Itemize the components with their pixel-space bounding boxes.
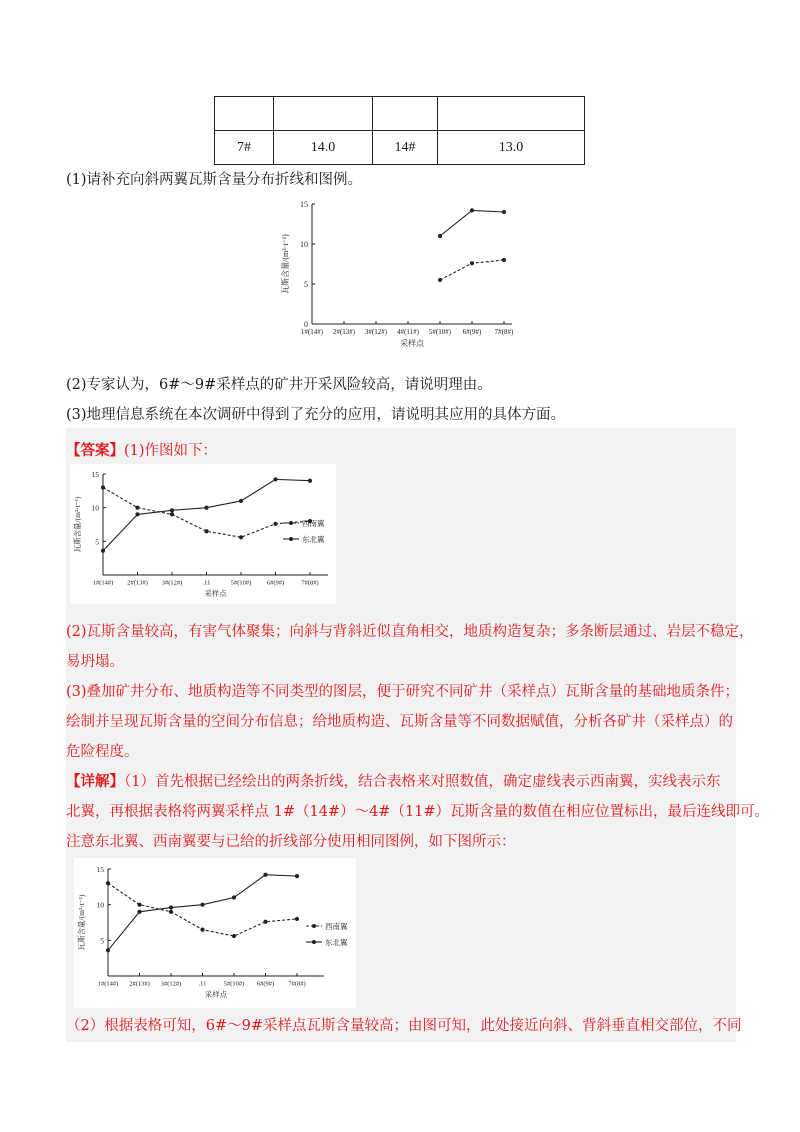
question-1: (1)请补充向斜两翼瓦斯含量分布折线和图例。	[66, 172, 363, 188]
y-tick-label: 10	[300, 240, 308, 249]
legend-label: 东北翼	[302, 535, 325, 544]
answer-intro: (1)作图如下：	[124, 443, 218, 459]
answer-3-line-2: 绘制并呈现瓦斯含量的空间分布信息；给地质构造、瓦斯含量等不同数据赋值，分析各矿井（采样点）的	[66, 714, 733, 730]
series-line	[103, 479, 310, 550]
data-point	[101, 485, 105, 489]
x-tick-label: 3#(12#)	[161, 579, 183, 587]
table-cell: 14#	[373, 131, 438, 165]
data-point	[204, 506, 208, 510]
x-tick-label: 6#(9#)	[256, 980, 275, 988]
x-tick-label: 7#(8#)	[288, 980, 306, 988]
x-axis-title: 采样点	[204, 589, 227, 598]
y-tick-label: 10	[91, 503, 99, 513]
table-cell	[274, 97, 373, 131]
y-tick-label: 5	[100, 936, 104, 946]
legend-label: 东北翼	[325, 938, 348, 947]
table-cell: 7#	[215, 131, 274, 165]
data-point	[137, 910, 141, 914]
detail-chart	[74, 858, 356, 1008]
legend-marker	[289, 537, 293, 541]
x-tick-label: 3#(12#)	[364, 328, 388, 336]
data-point	[204, 529, 208, 533]
data-point	[295, 917, 299, 921]
x-tick-label: 7#(8#)	[494, 328, 514, 336]
x-axis-title: 采样点	[204, 990, 228, 999]
table-cell	[215, 97, 274, 131]
y-tick-label: 0	[304, 320, 308, 329]
x-tick-label: 5#(10#)	[230, 579, 252, 587]
x-tick-label: 5#(10#)	[223, 980, 245, 988]
y-tick-label: 10	[96, 900, 104, 910]
x-tick-label: .11	[198, 980, 207, 988]
data-point	[470, 261, 474, 265]
x-tick-label: 1#(14#)	[300, 328, 324, 336]
x-tick-label: 3#(12#)	[160, 980, 182, 988]
legend-marker	[312, 940, 316, 944]
detail-line-1	[66, 766, 720, 798]
data-table	[214, 96, 585, 165]
x-tick-label: 6#(9#)	[266, 579, 285, 587]
y-tick-label: 5	[304, 280, 308, 289]
answer-3-line-1: (3)叠加矿井分布、地质构造等不同类型的图层，便于研究不同矿井（采样点）瓦斯含量的基础地质条件；	[66, 684, 740, 700]
data-point	[502, 258, 506, 262]
series-line	[108, 875, 297, 951]
answer-chart	[70, 464, 336, 604]
data-point	[170, 512, 174, 516]
x-axis-title: 采样点	[400, 339, 424, 348]
data-point	[239, 499, 243, 503]
x-tick-label: 6#(9#)	[462, 328, 482, 336]
data-point	[239, 535, 243, 539]
x-tick-label: 1#(14#)	[97, 980, 119, 988]
data-point	[200, 903, 204, 907]
table-cell	[438, 97, 585, 131]
data-point	[200, 928, 204, 932]
y-tick-label: 15	[96, 865, 104, 874]
detail-text: （1）首先根据已经绘出的两条折线，结合表格来对照数值，确定虚线表示西南翼，实线表示东	[124, 774, 721, 790]
detail-line-3: 注意东北翼、西南翼要与已给的折线部分使用相同图例，如下图所示：	[66, 834, 516, 850]
legend-label: 西南翼	[302, 519, 325, 528]
table-row	[215, 97, 585, 131]
detail-tag: 【详解】	[66, 773, 124, 790]
y-tick-label: 15	[300, 200, 308, 209]
x-tick-label: 2#(13#)	[129, 980, 150, 988]
table-cell	[373, 97, 438, 131]
x-tick-label: 1#(14#)	[92, 579, 114, 587]
x-tick-label: 7#(8#)	[301, 579, 319, 587]
y-axis-title: 瓦斯含量/(m³·t⁻¹)	[73, 496, 82, 553]
series-line	[440, 210, 504, 236]
data-point	[273, 522, 277, 526]
y-axis-title: 瓦斯含量/(m³·t⁻¹)	[77, 894, 86, 951]
data-point	[137, 903, 141, 907]
question-chart	[276, 192, 536, 354]
detail-line-2: 北翼，再根据表格将两翼采样点 1#（14#）～4#（11#）瓦斯含量的数值在相应位置标出，最后连线即可。	[66, 804, 770, 820]
x-tick-label: 2#(13#)	[332, 328, 356, 336]
y-tick-label: 15	[91, 470, 99, 479]
x-tick-label: 5#(10#)	[428, 328, 452, 336]
data-point	[502, 210, 506, 214]
data-point	[470, 208, 474, 212]
data-point	[232, 895, 236, 899]
data-point	[106, 948, 110, 952]
y-tick-label: 5	[95, 537, 99, 547]
data-point	[170, 508, 174, 512]
answer-tag: 【答案】	[66, 442, 124, 459]
data-point	[169, 910, 173, 914]
x-tick-label: .11	[202, 579, 211, 587]
data-point	[263, 920, 267, 924]
data-point	[232, 934, 236, 938]
answer-2-line-2: 易坍塌。	[66, 654, 124, 670]
legend-label: 西南翼	[325, 922, 348, 931]
answer-3-line-3: 危险程度。	[66, 744, 139, 760]
data-point	[135, 506, 139, 510]
question-2: (2)专家认为，6#～9#采样点的矿井开采风险较高，请说明理由。	[66, 377, 492, 393]
question-3: (3)地理信息系统在本次调研中得到了充分的应用，请说明其应用的具体方面。	[66, 407, 566, 423]
x-tick-label: 4#(11#)	[397, 328, 419, 336]
legend-marker	[312, 924, 316, 928]
data-point	[135, 512, 139, 516]
data-point	[101, 549, 105, 553]
data-point	[295, 874, 299, 878]
table-cell: 14.0	[274, 131, 373, 165]
data-point	[438, 234, 442, 238]
data-point	[273, 477, 277, 481]
table-row	[215, 131, 585, 165]
detail-line-4: （2）根据表格可知，6#～9#采样点瓦斯含量较高；由图可知，此处接近向斜、背斜垂直相交部位，不同	[66, 1018, 742, 1034]
data-point	[438, 278, 442, 282]
answer-heading	[66, 441, 217, 461]
data-point	[169, 905, 173, 909]
data-point	[106, 881, 110, 885]
data-point	[308, 479, 312, 483]
data-point	[263, 873, 267, 877]
answer-2-line-1: (2)瓦斯含量较高，有害气体聚集；向斜与背斜近似直角相交，地质构造复杂；多条断层通过、岩层不稳定，	[66, 624, 754, 640]
y-axis-title: 瓦斯含量/(m³·t⁻¹)	[281, 234, 290, 294]
x-tick-label: 2#(13#)	[127, 579, 148, 587]
table-cell: 13.0	[438, 131, 585, 165]
legend-marker	[289, 521, 293, 525]
